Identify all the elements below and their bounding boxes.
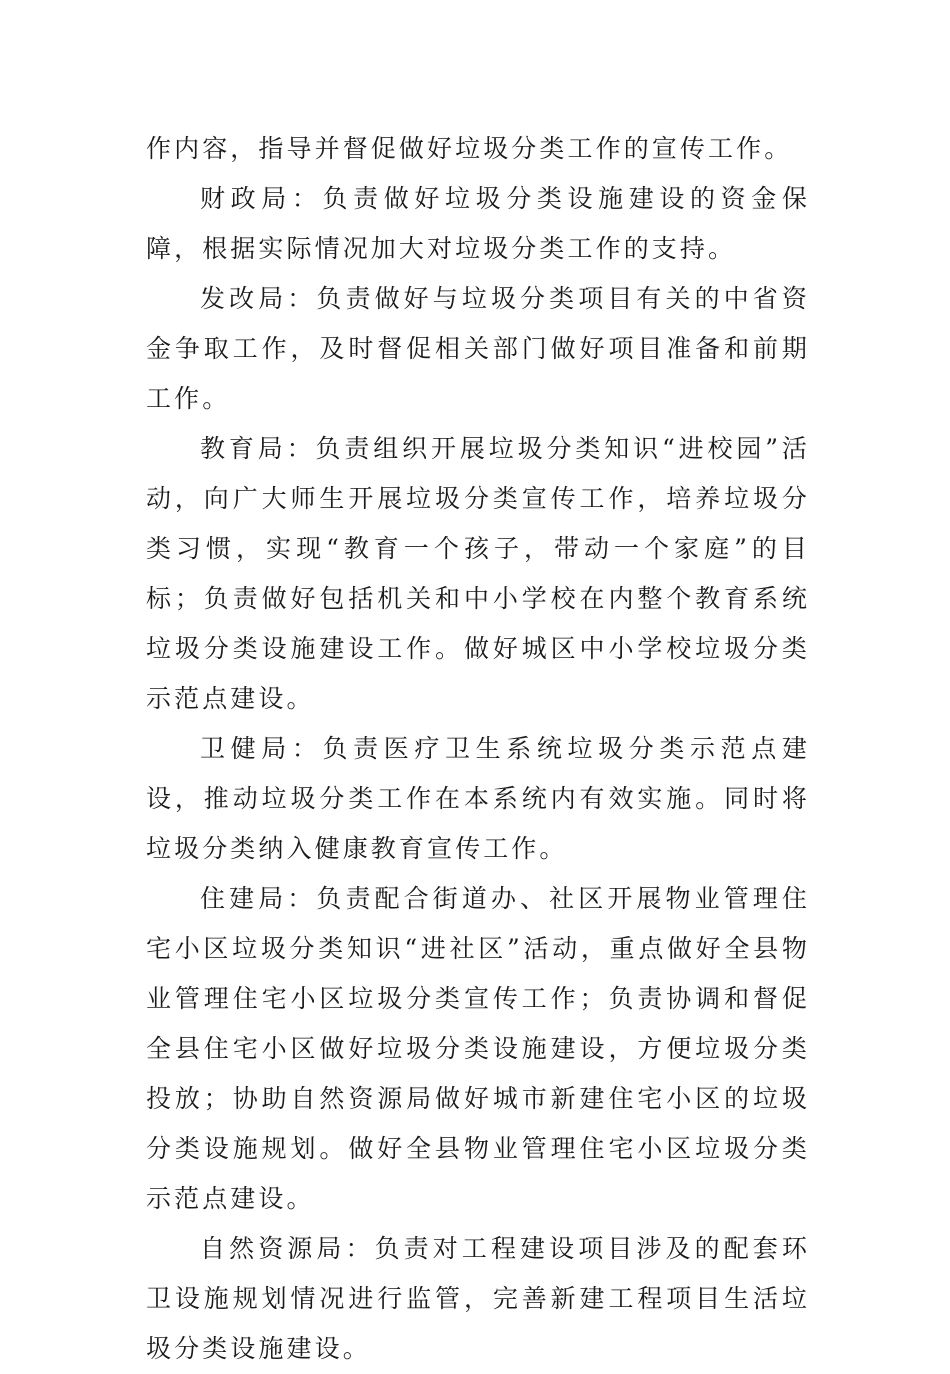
paragraph-finance-bureau: 财政局：负责做好垃圾分类设施建设的资金保障，根据实际情况加大对垃圾分类工作的支持。 bbox=[146, 184, 810, 263]
paragraph-natural-resources-bureau: 自然资源局：负责对工程建设项目涉及的配套环卫设施规划情况进行监管，完善新建工程项目生活垃圾分类设施建设。 bbox=[146, 1234, 810, 1363]
document-body bbox=[146, 124, 810, 1374]
paragraph-housing-construction-bureau: 住建局：负责配合街道办、社区开展物业管理住宅小区垃圾分类知识“进社区”活动，重点做好全县物业管理住宅小区垃圾分类宣传工作；负责协调和督促全县住宅小区做好垃圾分类设施建设，方便垃圾分类投放；协助自然资源局做好城市新建住宅小区的垃圾分类设施规划。做好全县物业管理住宅小区垃圾分类示范点建设。 bbox=[146, 884, 810, 1213]
paragraph-health-bureau: 卫健局：负责医疗卫生系统垃圾分类示范点建设，推动垃圾分类工作在本系统内有效实施。同时将垃圾分类纳入健康教育宣传工作。 bbox=[146, 734, 810, 863]
paragraph-education-bureau: 教育局：负责组织开展垃圾分类知识“进校园”活动，向广大师生开展垃圾分类宣传工作，培养垃圾分类习惯，实现“教育一个孩子，带动一个家庭”的目标；负责做好包括机关和中小学校在内整个教育系统垃圾分类设施建设工作。做好城区中小学校垃圾分类示范点建设。 bbox=[146, 434, 810, 713]
paragraph-development-reform-bureau: 发改局：负责做好与垃圾分类项目有关的中省资金争取工作，及时督促相关部门做好项目准备和前期工作。 bbox=[146, 284, 810, 413]
paragraph-continuation: 作内容，指导并督促做好垃圾分类工作的宣传工作。 bbox=[146, 134, 793, 163]
